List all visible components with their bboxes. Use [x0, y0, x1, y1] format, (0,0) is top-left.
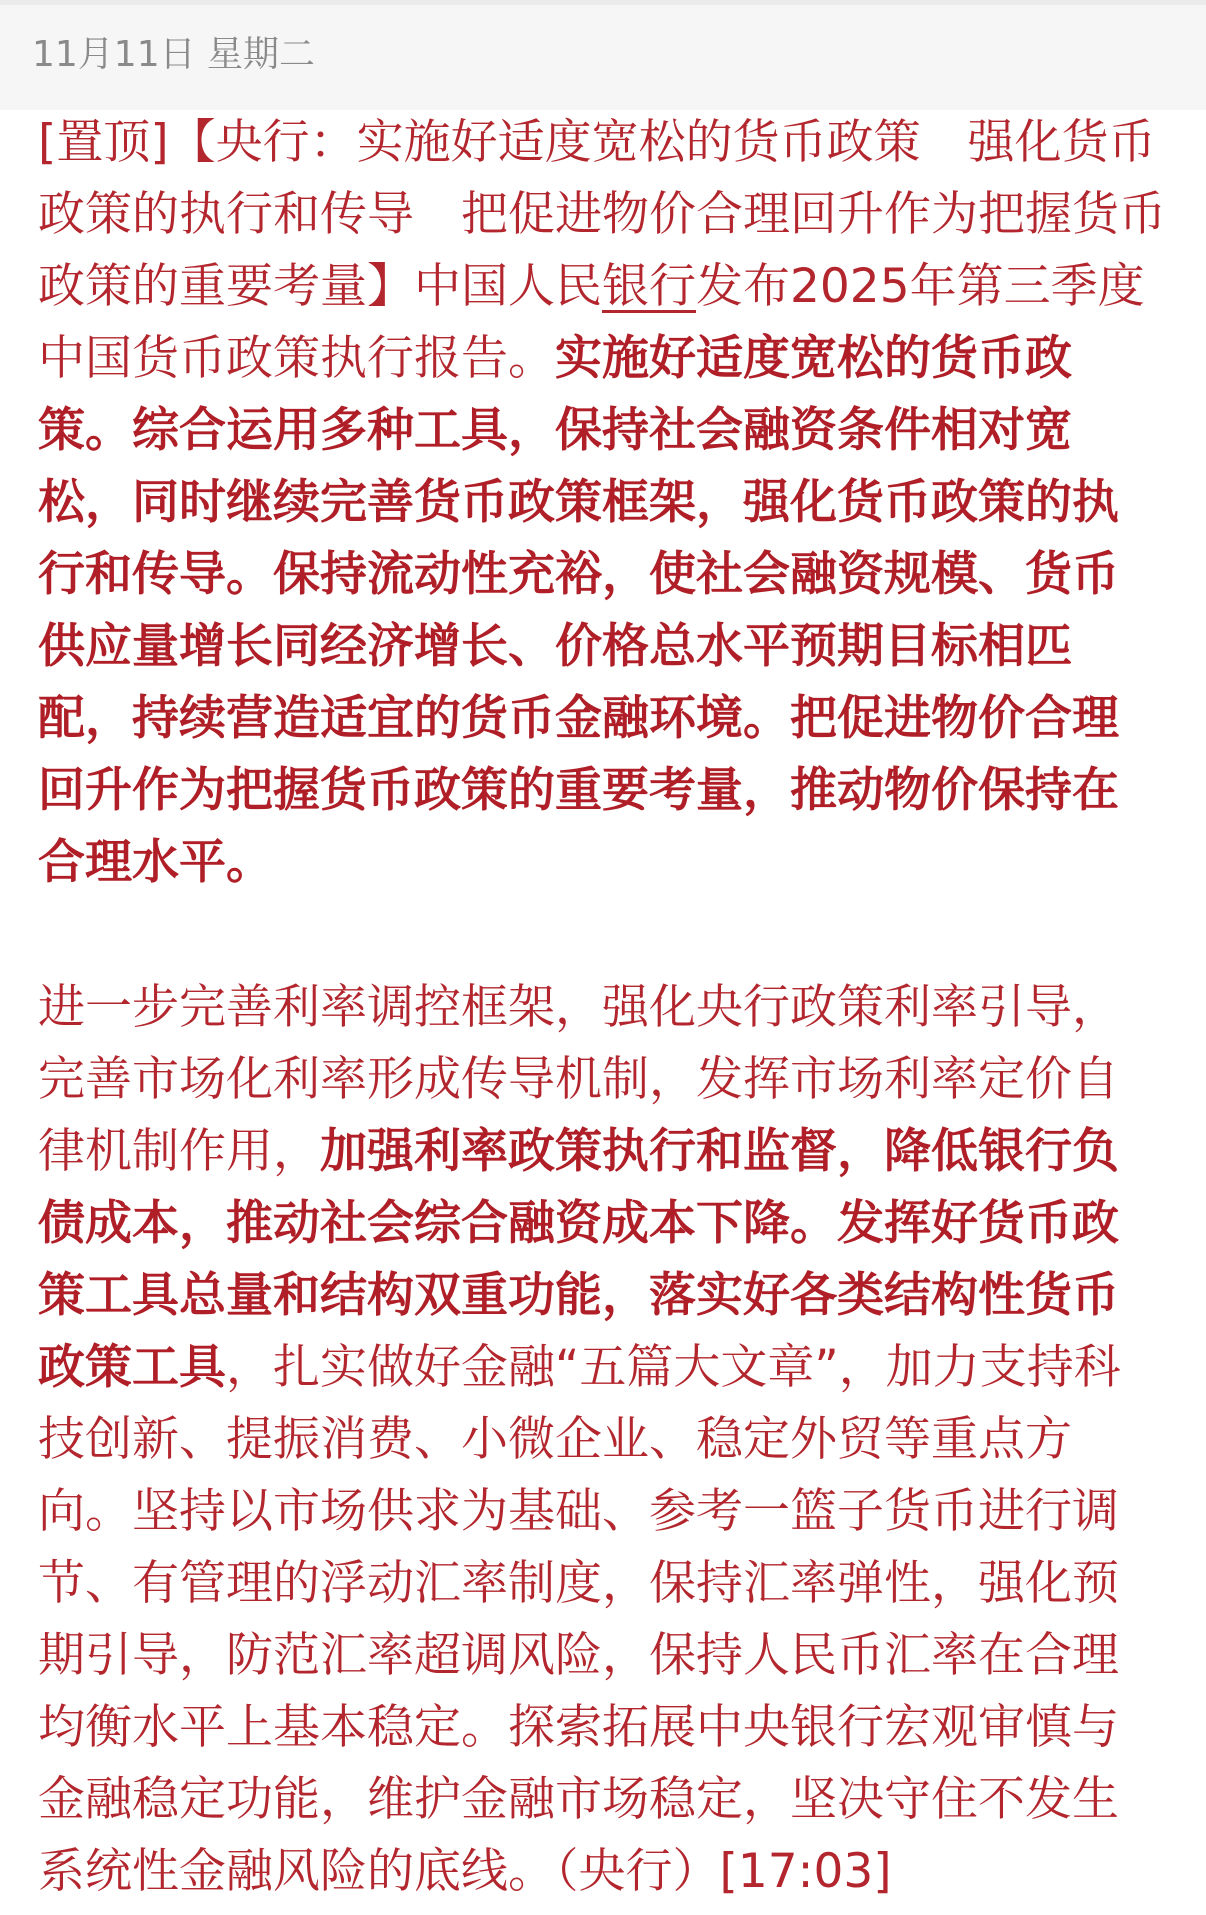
- bold-text: 策工具总量和结构双重功能，落实好各类结构性货币: [38, 1268, 1119, 1323]
- text-line: [38, 1836, 1178, 1908]
- text-line: [38, 1620, 1178, 1692]
- text-line: [38, 1044, 1178, 1116]
- bold-text: 合理水平。: [38, 835, 273, 890]
- article-paragraph-2: [38, 972, 1178, 1908]
- text-line: [38, 1188, 1178, 1260]
- text: 政策的重要考量】中国人民: [38, 259, 602, 314]
- text: 发布2025年第三季度: [696, 259, 1145, 314]
- text-line: [38, 683, 1178, 755]
- bold-text: 供应量增长同经济增长、价格总水平预期目标相匹: [38, 619, 1072, 674]
- date-header: [0, 5, 1206, 110]
- text: 中国货币政策执行报告。: [38, 331, 555, 386]
- text-line: [38, 755, 1178, 827]
- text: 系统性金融风险的底线。（央行）[17:03]: [38, 1844, 892, 1899]
- text: 技创新、提振消费、小微企业、稳定外贸等重点方: [38, 1412, 1072, 1467]
- text-line: [38, 395, 1178, 467]
- text-line: [38, 1692, 1178, 1764]
- text-line: [38, 1476, 1178, 1548]
- bank-link[interactable]: 银行: [602, 259, 696, 314]
- text-line: [38, 1404, 1178, 1476]
- text-line: [38, 827, 1178, 899]
- text-line: [38, 1764, 1178, 1836]
- text-line: [38, 251, 1178, 323]
- bold-text: 行和传导。保持流动性充裕，使社会融资规模、货币: [38, 547, 1119, 602]
- text: 向。坚持以市场供求为基础、参考一篮子货币进行调: [38, 1484, 1119, 1539]
- bold-text: 实施好适度宽松的货币政: [555, 331, 1072, 386]
- text: 律机制作用，: [38, 1124, 320, 1179]
- text-line: [38, 179, 1178, 251]
- article-paragraph-1: [38, 107, 1178, 899]
- text-line: [38, 107, 1178, 179]
- date-label: 11月11日 星期二: [32, 34, 316, 75]
- text-line: [38, 1332, 1178, 1404]
- bold-text: 配，持续营造适宜的货币金融环境。把促进物价合理: [38, 691, 1119, 746]
- text: [置顶]【央行：实施好适度宽松的货币政策 强化货币: [38, 115, 1156, 170]
- text: 进一步完善利率调控框架，强化央行政策利率引导，: [38, 980, 1119, 1035]
- text-line: [38, 467, 1178, 539]
- text-line: [38, 323, 1178, 395]
- bold-text: 政策工具: [38, 1340, 226, 1395]
- text: 均衡水平上基本稳定。探索拓展中央银行宏观审慎与: [38, 1700, 1119, 1755]
- bold-text: 策。综合运用多种工具，保持社会融资条件相对宽: [38, 403, 1072, 458]
- paragraph-spacer: [38, 899, 1178, 972]
- text-line: [38, 1548, 1178, 1620]
- text: 完善市场化利率形成传导机制，发挥市场利率定价自: [38, 1052, 1119, 1107]
- text-line: [38, 1260, 1178, 1332]
- bold-text: 债成本，推动社会综合融资成本下降。发挥好货币政: [38, 1196, 1119, 1251]
- text-line: [38, 539, 1178, 611]
- bold-text: 回升作为把握货币政策的重要考量，推动物价保持在: [38, 763, 1119, 818]
- text-line: [38, 972, 1178, 1044]
- bold-text: 松，同时继续完善货币政策框架，强化货币政策的执: [38, 475, 1119, 530]
- text: 金融稳定功能，维护金融市场稳定，坚决守住不发生: [38, 1772, 1119, 1827]
- news-article: [38, 107, 1178, 1908]
- text: 政策的执行和传导 把促进物价合理回升作为把握货币: [38, 187, 1166, 242]
- text-line: [38, 611, 1178, 683]
- text-line: [38, 1116, 1178, 1188]
- text: ，扎实做好金融“五篇大文章”，加力支持科: [226, 1340, 1121, 1395]
- text: 期引导，防范汇率超调风险，保持人民币汇率在合理: [38, 1628, 1119, 1683]
- bold-text: 加强利率政策执行和监督，降低银行负: [320, 1124, 1119, 1179]
- text: 节、有管理的浮动汇率制度，保持汇率弹性，强化预: [38, 1556, 1119, 1611]
